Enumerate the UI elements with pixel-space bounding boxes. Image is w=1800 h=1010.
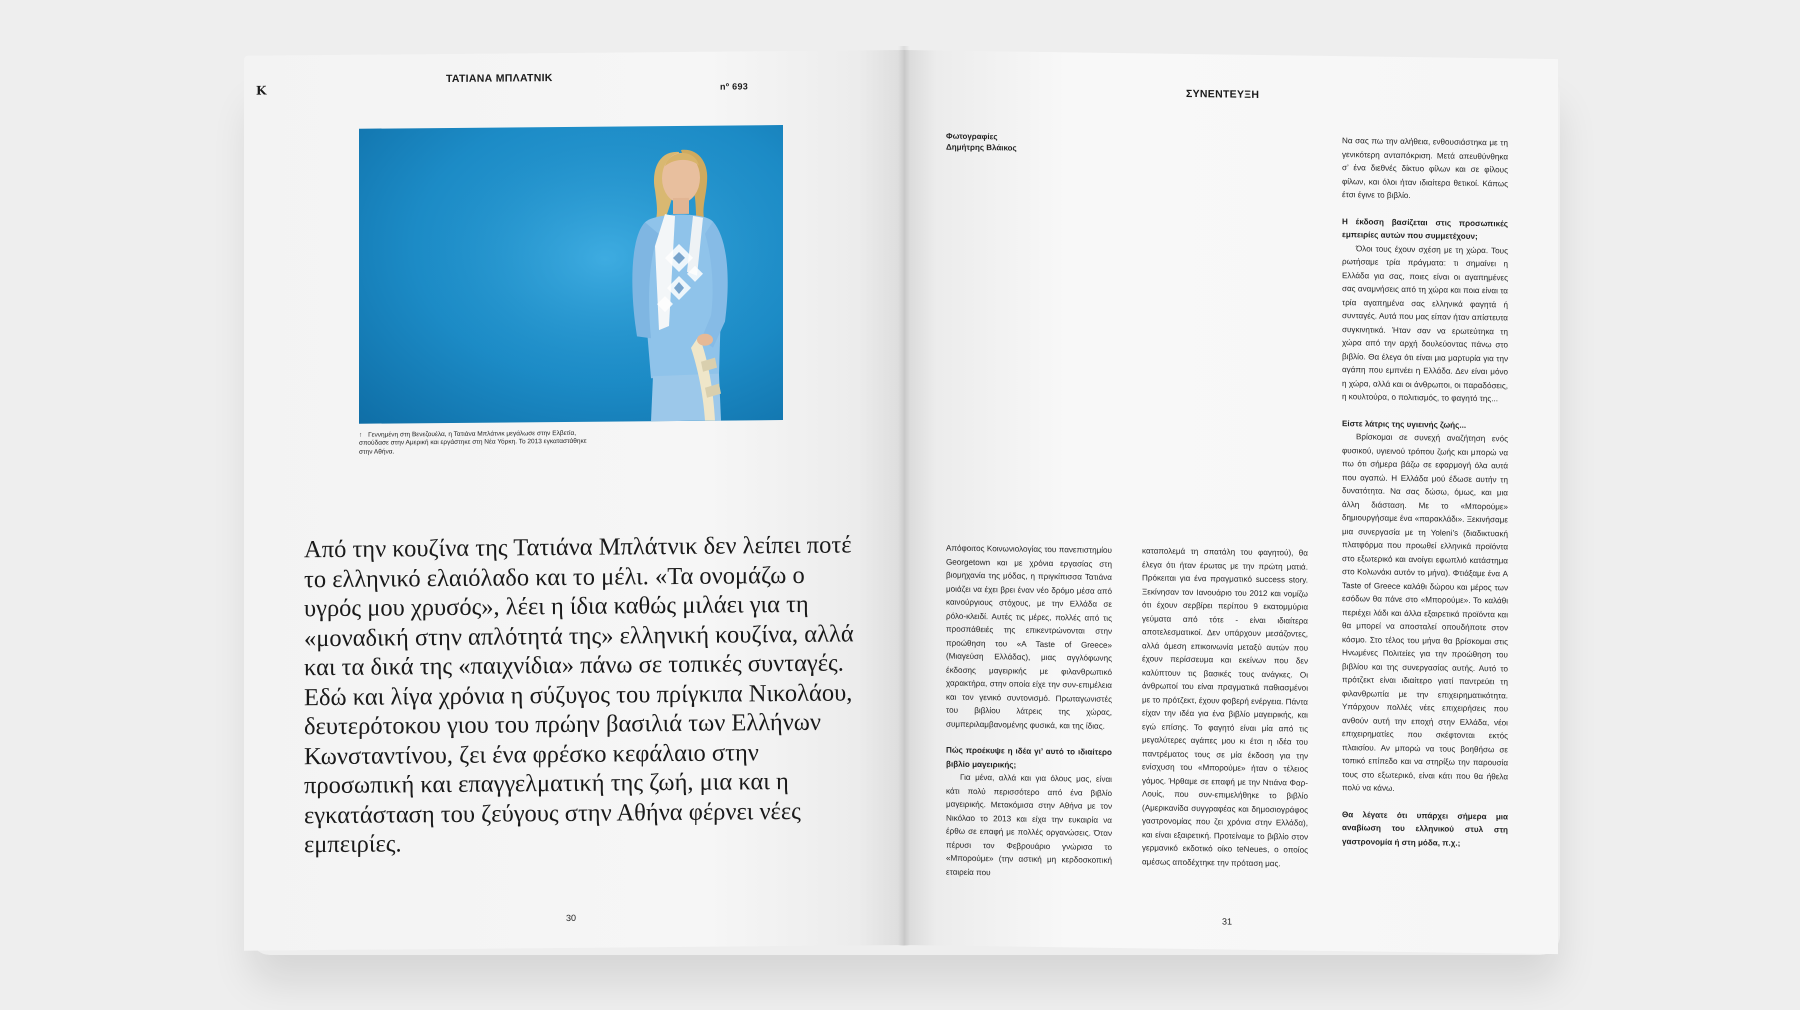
article-paragraph: Να σας πω την αλήθεια, ενθουσιάστηκα με τη γενικότερη ανταπόκριση. Μετά απευθύνθηκα σ’ ένα διεθνές δίκτυο φίλων και σε φίλους φίλων, και όλοι ήταν ιδιαίτερα θετικοί. Κάπως έτσι έγινε το βιβλίο. [1342,136,1508,201]
article-paragraph: καταπολεμά τη σπατάλη του φαγητού), θα έλεγα ότι ήταν έρωτας με την πρώτη ματιά. Πρόκειται για ένα πραγματικό success story. Ξεκίνησαν τον Ιανουάριο του 2012 και νομίζω ότι έχουν σερβίρει περίπου 9 εκατομμύρια γεύματα από τότε - είναι ιδιαίτερα αποτελεσματικοί. Δεν υπάρχουν μεσάζοντες, αλλά άμεση επικοινωνία μεταξύ αυτών που έχουν περίσσευμα και εκείνων που δεν καλύπτουν τις βασικές τους ανάγκες. Οι άνθρωποί του είναι πραγματικά παθιασμένοι με το πρότζεκτ, έχουν φοβερή ενέργεια. Πάντα είχαν την ιδέα για ένα βιβλίο μαγειρικής, και εγώ επίσης. Το φαγητό είναι μία από τις μεγαλύτερες αγάπες μου κι έτσι η ιδέα του παντρέματος τους σε μία έκδοση για την ενίσχυση του «Μπορούμε» ήταν ο τέλειος γάμος. Ήρθαμε σε επαφή με την Ντιάνα Φαρ-Λουίς, που συν-επιμελήθηκε το βιβλίο (Αμερικανίδα συγγραφέας και δημοσιογράφος γαστρονομίας που ζει χρόνια στην Ελλάδα), και είναι εξαιρετική. Προτείναμε το βιβλίο στον γερμανικό εκδοτικό οίκο teNeues, ο οποίος αμέσως αποδέχτηκε την πρόταση μας. [1142,546,1308,868]
header-name: ΤΑΤΙΑΝΑ ΜΠΛΑΤΝΙΚ [446,72,553,85]
article-paragraph: Απόφοιτος Κοινωνιολογίας του πανεπιστημίου Georgetown και με χρόνια εργασίας στη βιομηχανία της μόδας, η πριγκίπισσα Τατιάνα μοιάζει να έχει βρει έναν νέο δρόμο μέσα από καινούργιους στόχους, με την Ελλάδα σε ρόλο-κλειδί. Αυτές τις μέρες, πολλές από τις προσπάθειές της επικεντρώνονται στην προώθηση του «A Taste of Greece» (Μιαγεύση Ελλάδας), μιας αγγλόφωνης έκδοσης μαγειρικής με φιλανθρωπικό χαρακτήρα, στην οποία είχε την συν-επιμέλεια και τον γενικό συντονισμό. Πρωταγωνιστές του βιβλίου λάτρεις της χώρας, συμπεριλαμβανομένης φυσικά, και της ίδιας. [946,543,1112,731]
arrow-up-icon: ↑ [359,431,363,439]
article-paragraph: Όλοι τους έχουν σχέση με τη χώρα. Τους ρωτήσαμε τρία πράγματα: τι σημαίνει η Ελλάδα για σας, ποιες είναι οι αγαπημένες σας αναμνήσεις από τη χώρα και ποια είναι τα τρία αγαπημένα σας ελληνικά φαγητά ή συνταγές. Αυτά που μας είπαν ήταν απίστευτα συγκινητικά. Ήταν σαν να ερωτεύτηκα τη χώρα από την αρχή δουλεύοντας πάνω στο βιβλίο. Θα έλεγα ότι είναι μια μαρτυρία για την αγάπη που εμπνέει η Ελλάδα. Δεν είναι μόνο η χώρα, αλλά και οι άνθρωποι, οι παραδόσεις, η κουλτούρα, ο πολιτισμός, το φαγητό της... [1342,243,1508,404]
article-paragraph: Βρίσκομαι σε συνεχή αναζήτηση ενός φυσικού, υγιεινού τρόπου ζωής και μπορώ να πω ότι σήμερα βάζω σε εφαρμογή όλα αυτά που αγαπώ. Η Ελλάδα μού έδωσε αυτήν τη δυνατότητα. Να σας δώσω, όμως, και μια άλλη διάσταση. Με το «Μπορούμε» δημιουργήσαμε ένα «παρακλάδι». Ξεκινήσαμε μια συνεργασία με τη Yoleni’s (διαδικτυακή πλατφόρμα που προωθεί ελληνικά προϊόντα στο εξωτερικό και ανοίγει εφωπλιό κατάστημα στο Κολωνάκι αυτόν το μήνα). Φτιάξαμε ένα A Taste of Greece καλάθι δώρου και μέρος των εσόδων θα πάνε στο «Μπορούμε». Το καλάθι περιέχει λάδι και άλλα εξαιρετικά προϊόντα και θα μπορεί να αποσταλεί οπουδήποτε στον κόσμο. Στο τέλος του μήνα θα βρίσκομαι στις Ηνωμένες Πολιτείες για την προώθηση του βιβλίου και της συνεργασίας αυτής. Αυτό το πρότζεκτ είναι ιδιαίτερο γιατί παντρεύει τη φιλανθρωπία με την επιχειρηματικότητα. Υπάρχουν πολλές νέες επιχειρήσεις που ανθούν αυτή την εποχή στην Ελλάδα, νέοι επιχειρηματίες που σκέφτονται εκτός πλαισίου. Αν μπορώ να τους βοηθήσω σε τοπικό επίπεδο και να στηρίξω την παρουσία τους στο εξωτερικό, είναι κάτι που θα ήθελα πολύ να κάνω. [1342,432,1508,793]
photo-credit [946,131,1017,154]
portrait-photo [359,125,783,424]
article-column-2 [1142,544,1308,870]
photo-credit-name: Δημήτρης Βλάικος [946,142,1017,153]
section-header: ΣΥΝΕΝΤΕΥΞΗ [1186,87,1260,101]
photo-credit-label: Φωτογραφίες [946,131,998,142]
interview-question: Πώς προέκυψε η ιδέα γι’ αυτό το ιδιαίτερο βιβλίο μαγειρικής; [946,745,1112,770]
pull-quote: Από την κουζίνα της Τατιάνα Μπλάτνικ δεν λείπει ποτέ το ελληνικό ελαιόλαδο και το μέλι. «Τα ονομάζω ο υγρός μου χρυσός», λέει η ίδια καθώς μιλάει για τη «μοναδική στην απλότητά της» ελληνική κουζίνα, αλλά και τα δικά της «παιχνίδια» πάνω σε τοπικές συνταγές. Εδώ και λίγα χρόνια η σύζυγος του πρίγκιπα Νικολάου, δευτερότοκου γιου του πρώην βασιλιά των Ελλήνων Κωνσταντίνου, ζει ένα φρέσκο κεφάλαιο στην προσωπική και επαγγελματική της ζωή, μια και η εγκατάσταση του ζεύγους στην Αθήνα φέρνει νέες εμπειρίες. [304,531,854,859]
page-number-left: 30 [566,912,577,923]
article-column-3 [1342,134,1508,850]
photo-caption-text: Γεννημένη στη Βενεζουέλα, η Τατιάνα Μπλάτνικ μεγάλωσε στην Ελβετία, σπούδασε στην Αμερική και εργάστηκε στη Νέα Υόρκη. Το 2013 εγκαταστάθηκε στην Αθήνα. [359,429,587,456]
left-page [244,50,904,951]
interview-question: Είστε λάτρις της υγιεινής ζωής... [1342,418,1467,430]
portrait-illustration [359,125,783,424]
photo-caption [359,430,589,457]
article-paragraph: Για μένα, αλλά και για όλους μας, είναι κάτι πολύ περισσότερο από ένα βιβλίο μαγειρικής. Μετακόμισα στην Αθήνα με τον Νικόλαο το 2013 και είχα την ευκαιρία να έρθω σε επαφή με πολλές οργανώσεις. Όταν πέρυσι τον Φεβρουάριο γνώρισα το «Μπορούμε» (την αστική μη κερδοσκοπική εταιρεία που [946,772,1112,877]
article-column-1 [946,542,1112,881]
right-page [904,50,1558,954]
issue-number: nº 693 [720,81,749,92]
interview-question: Η έκδοση βασίζεται στις προσωπικές εμπειρίες αυτών που συμμετέχουν; [1342,216,1508,242]
magazine-logo: K [256,83,267,98]
page-number-right: 31 [1222,916,1233,927]
interview-question: Θα λέγατε ότι υπάρχει σήμερα μια αναβίωση του ελληνικού στυλ στη γαστρονομία ή στη μόδα, π.χ.; [1342,809,1508,848]
spine-gutter [898,46,910,946]
